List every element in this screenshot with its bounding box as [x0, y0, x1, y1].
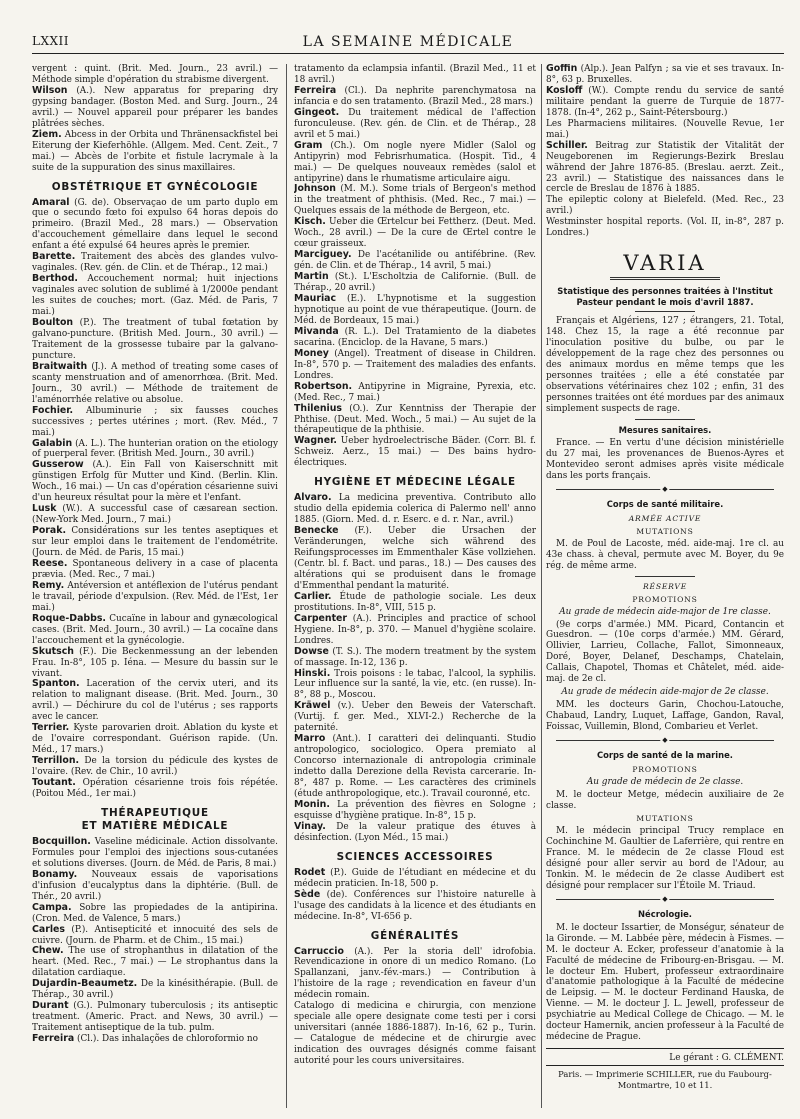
entry-author: Kisch.	[294, 216, 326, 228]
short-rule	[635, 311, 695, 312]
section-heading: OBSTÉTRIQUE ET GYNÉCOLOGIE	[51, 180, 259, 193]
reserve-label: RÉSERVE	[642, 581, 688, 591]
bibliography-entry	[32, 925, 278, 947]
entry-text: (W.). A successful case of cæsarean section. (New-York Med. Journ., 7 mai.)	[32, 504, 278, 526]
entry-author: Monin.	[294, 798, 330, 810]
entry-author: Kosloff	[546, 84, 583, 96]
entry-text: vergent : quint. (Brit. Med. Journ., 23 avril.) — Méthode simple d'opération du strabisme divergent.	[32, 64, 278, 85]
section-heading: SCIENCES ACCESSOIRES	[336, 850, 494, 863]
entry-text: (M. M.). Some trials of Bergeon's method in the treatment of phthisis. (Med. Rec., 7 mai.) — Quelques essais de la méthode de Bergeon, etc.	[294, 184, 536, 217]
bibliography-entry	[294, 734, 536, 800]
entry-author: Kräwel	[294, 700, 331, 712]
bibliography-entry	[32, 64, 278, 86]
entry-author: Schiller.	[546, 139, 588, 151]
entry-author: Amaral	[32, 196, 70, 208]
bibliography-entry	[294, 184, 536, 217]
bibliography-entry	[32, 778, 278, 800]
entry-text: Considérations sur les tentes aseptiques et sur leur emploi dans le traitement de l'endométrite. (Journ. de Méd. de Paris, 15 mai.)	[32, 526, 278, 559]
bibliography-entry	[294, 947, 536, 1002]
entry-author: Marciguey.	[294, 249, 352, 261]
entry-text: De la torsion du pédicule des kystes de l'ovaire. (Rev. de Chir., 10 avril.)	[32, 756, 278, 778]
entry-text: Antéversion et antéflexion de l'utérus pendant le travail, période d'expulsion. (Rev. Méd. de l'Est, 1er mai.)	[32, 580, 278, 613]
header-rule	[32, 53, 784, 54]
entry-author: Lusk	[32, 503, 57, 515]
journal-title: LA SEMAINE MÉDICALE	[302, 34, 514, 50]
bibliography-entry	[294, 800, 536, 822]
bibliography-entry	[546, 86, 784, 119]
bibliography-entry	[32, 903, 278, 925]
bibliography-entry	[294, 614, 536, 647]
bibliography-entry	[294, 327, 536, 349]
entry-text: (J.). A method of treating some cases of scanty menstruation and of amenorrhœa. (Brit. Med. Journ., 30 avril.) — Méthode de traitement de l'aménorrhée relative ou absolue.	[32, 361, 278, 405]
entry-text: Trois poisons : le tabac, l'alcool, la syphilis. Leur influence sur la santé, la vie, etc. (en russe). In-8°, 88 p., Moscou.	[294, 668, 536, 701]
separator	[556, 485, 774, 494]
entry-author: Mauriac	[294, 293, 337, 305]
page-number: LXXII	[32, 34, 70, 48]
mutations-text: M. le médecin principal Trucy remplace en Cochinchine M. Gaultier de Laferrière, qui rentre en France. M. le médecin de 2e classe Floud est désigné pour aller servir au bord de l'Adour, au Tonkin. M. le médecin de 2e classe Audibert est désigné pour remplacer sur l'Étoile M. Triaud.	[546, 826, 784, 892]
entry-author: Ferreira	[294, 84, 337, 96]
short-rule	[635, 419, 695, 420]
bibliography-entry	[294, 294, 536, 327]
promotions-label: PROMOTIONS	[632, 764, 698, 774]
mutations-label: MUTATIONS	[636, 526, 694, 536]
grade-heading: Au grade de médecin aide-major de 2e classe.	[561, 687, 769, 698]
entry-text: (A.). Principles and practice of school Hygiene. In-8°, p. 370. — Manuel d'hygiène scolaire. Londres.	[294, 613, 536, 646]
column-left	[32, 64, 278, 1108]
entry-text: Opération césarienne trois fois répétée. (Poitou Méd., 1er mai.)	[32, 778, 278, 799]
entry-author: Braitwaith	[32, 360, 88, 372]
bibliography-entry	[32, 581, 278, 614]
entry-author: Gingeot.	[294, 106, 340, 118]
entry-author: Roque-Dabbs.	[32, 612, 106, 624]
entry-author: Wagner.	[294, 435, 337, 447]
entry-author: Dujardin-Beaumetz.	[32, 978, 138, 990]
bibliography-entry	[32, 679, 278, 723]
mutations-text: M. de Poul de Lacoste, méd. aide-maj. 1re cl. au 43e chass. à cheval, permute avec M. Boyer, du 9e rég. de même arme.	[546, 538, 784, 571]
entry-author: Bonamy.	[32, 868, 78, 880]
bibliography-entry	[32, 86, 278, 130]
entry-text: (A. L.). The hunterian oration on the etiology of puerperal fever. (British Med. Journ., 30 avril.)	[32, 438, 278, 460]
entry-author: Galabin	[32, 437, 73, 449]
bibliography-entry	[546, 64, 784, 86]
bibliography-entry	[32, 723, 278, 756]
entry-text: (A.). Ein Fall von Kaiserschnitt mit günstigen Erfolg für Mutter und Kind. (Berlin. Klin. Woch., 16 mai.) — Un cas d'opération césarienne suivi d'un heureux résultat pour la mère et l'enfant.	[32, 460, 278, 504]
entry-text: Albuminurie ; six fausses couches successives ; pertes utérines ; mort. (Rev. Méd., 7 mai.)	[32, 405, 278, 438]
bibliography-entry	[294, 382, 536, 404]
entry-text: Sobre las propiedades de la antipirina. (Cron. Med. de Valence, 5 mars.)	[32, 902, 278, 924]
grade-text: (9e corps d'armée.) MM. Picard, Contancin et Guesdron. — (10e corps d'armée.) MM. Gérard, Ollivier, Larrieu, Collache, Fallot, Simonneaux, Doré, Boyer, Delanef, Deschamps, Chatelain, Callais, Chapotel, Thomas et Châtelet, méd. aide-maj. de 2e cl.	[546, 619, 784, 685]
bibliography-entry	[32, 362, 278, 406]
bibliography-entry	[32, 1034, 278, 1045]
entry-text: (R. L.). Del Tratamiento de la diabetes sacarina. (Enciclop. de la Havane, 5 mars.)	[294, 326, 536, 348]
necrologie-heading: Nécrologie.	[638, 909, 692, 920]
entry-text: (A.). New apparatus for preparing dry gypsing bandager. (Boston Med. and Surg. Journ., 24 avril.) — Nouvel appareil pour préparer les bandes plâtrées sèches.	[32, 85, 278, 129]
entry-text: (St.). L'Escholtzia de Californie. (Bull. de Thérap., 20 avril.)	[294, 272, 536, 294]
entry-text: (O.). Zur Kenntniss der Therapie der Phthise. (Deut. Med. Woch., 5 mai.) — Au sujet de la thérapeutique de la phthisie.	[294, 403, 536, 436]
entry-author: Ziem.	[32, 128, 62, 140]
pasteur-heading: Statistique des personnes traitées à l'Institut Pasteur pendant le mois d'avril 1887.	[557, 286, 773, 307]
bibliography-entry	[32, 870, 278, 903]
entry-author: Benecke	[294, 525, 339, 537]
bibliography-entry	[294, 493, 536, 526]
entry-text: (G. de). Observaçao de um parto duplo em que o secundo fœto foi expulso 64 horas depois do primeiro. (Brazil Med., 28 mars.) — Observation d'accouchement gémellaire dans lequel le second enfant a été expulsé 64 heures après le premier.	[32, 197, 278, 252]
bibliography-entry	[32, 504, 278, 526]
bibliography-entry	[294, 349, 536, 382]
entry-author: Martin	[294, 271, 329, 283]
bibliography-entry	[294, 404, 536, 437]
entry-text: (Angel). Treatment of disease in Children. In-8°, 570 p. — Traitement des maladies des enfants. Londres.	[294, 348, 536, 381]
entry-text: De l'acétanilide ou antifébrine. (Rev. gén. de Clin. et de Thérap., 14 avril, 5 mai.)	[294, 250, 536, 272]
entry-text: (T. S.). The modern treatment by the system of massage. In-12, 136 p.	[294, 646, 536, 668]
bibliography-entry	[294, 526, 536, 592]
marine-heading: Corps de santé de la marine.	[597, 750, 733, 761]
bibliography-entry	[32, 526, 278, 559]
column-middle	[294, 64, 536, 1108]
entry-text: Nouveaux essais de vaporisations d'infusion d'eucalyptus dans la diphtérie. (Bull. de Thér., 20 avril.)	[32, 869, 278, 902]
entry-text: Étude de pathologie sociale. Les deux prostitutions. In-8°, VIII, 515 p.	[294, 591, 536, 613]
entry-author: Durant	[32, 1000, 69, 1012]
bibliography-entry	[294, 701, 536, 734]
entry-text: Accouchement normal; huit injections vaginales avec solution de sublimé à 1/2000e pendant les suites de couches; mort. (Gaz. Méd. de Paris, 7 mai.)	[32, 274, 278, 318]
entry-author: Hinski.	[294, 667, 331, 679]
bibliography-entry	[546, 217, 784, 239]
entry-text: (Alp.). Jean Palfyn ; sa vie et ses travaux. In-8°, 63 p. Bruxelles.	[546, 64, 784, 85]
bibliography-entry	[546, 141, 784, 196]
necrologie-text: M. le docteur Issartier, de Monségur, sénateur de la Gironde. — M. Labbée père, médecin à Fismes. — M. le docteur A. Ecker, professeur d'anatomie à la Faculté de médecine de Fribourg-en-Brisgau. — M. le docteur Em. Hubert, professeur extraordinaire d'anatomie pathologique à la Faculté de médecine de Leipsig. — M. le docteur Ferdinand Hauska, de Vienne. — M. le docteur J. L. Jewell, professeur de psychiatrie au Medical College de Chicago. — M. le docteur Hamernik, ancien professeur à la Faculté de médecine de Prague.	[546, 922, 784, 1043]
grade-heading: Au grade de médecin aide-major de 1re classe.	[559, 606, 771, 617]
entry-text: The use of strophanthus in dilatation of the heart. (Med. Rec., 7 mai.) — Le strophantus dans la dilatation cardiaque.	[32, 946, 278, 979]
entry-author: Reese.	[32, 557, 68, 569]
sanitaires-text: France. — En vertu d'une décision ministérielle du 27 mai, les provenances de Buenos-Ayres et Montevideo seront admises après visite médicale dans les ports français.	[546, 438, 784, 482]
entry-text: (P.). The treatment of tubal fœtation by galvano-puncture. (British Med. Journ., 30 avril.) — Traitement de la grossesse tubaire par la galvano-puncture.	[32, 318, 278, 361]
bibliography-entry	[294, 822, 536, 844]
gerant-line: Le gérant : G. CLÉMENT.	[546, 1048, 784, 1063]
entry-text: (E.). L'hypnotisme et la suggestion hypnotique au point de vue thérapeutique. (Journ. de Méd. de Bordeaux, 15 mai.)	[294, 294, 536, 326]
bibliography-entry	[32, 318, 278, 362]
title-rule	[610, 277, 720, 280]
printer-line: Paris. — Imprimerie SCHILLER, rue du Faubourg-Montmartre, 10 et 11.	[546, 1065, 784, 1090]
bibliography-entry	[294, 1001, 536, 1067]
bibliography-entry	[32, 1001, 278, 1034]
bibliography-entry	[294, 64, 536, 86]
bibliography-entry	[32, 946, 278, 979]
entry-author: Rodet	[294, 866, 326, 878]
entry-text: Abcess in der Orbita und Thränensackfistel bei Eiterung der Kieferhöhle. (Allgem. Med. Cent. Zeit., 7 mai.) — Abcès de l'orbite et fistule lacrymale à la suite de la suppuration des sinus maxillaires.	[32, 129, 278, 173]
bibliography-entry	[32, 252, 278, 274]
entry-author: Boulton	[32, 317, 74, 329]
bibliography-entry	[32, 614, 278, 647]
entry-text: De la valeur pratique des étuves à désinfection. (Lyon Méd., 15 mai.)	[294, 821, 536, 843]
entry-text: (A.). Per la storia dell' idrofobia. Revendicazione in onore di un medico Romano. (Lo Spallanzani, janv.-fév.-mars.) — Contribution à l'histoire de la rage ; revendication en faveur d'un médecin romain.	[294, 946, 536, 1001]
entry-text: Spontaneous delivery in a case of placenta prævia. (Med. Rec., 7 mai.)	[32, 558, 278, 580]
promotions-label: PROMOTIONS	[632, 594, 698, 604]
entry-text: Laceration of the cervix uteri, and its relation to malignant disease. (Brit. Med. Journ., 30 avril.) — Déchirure du col de l'utérus ; ses rapports avec le cancer.	[32, 679, 278, 723]
entry-text: La medicina preventiva. Contributo allo studio della epidemia colerica di Palermo nell' anno 1885. (Giorn. Med. d. r. Eserc. e d. r. Nar., avril.)	[294, 493, 536, 526]
entry-author: Thilenius	[294, 402, 342, 414]
entry-author: Wilson	[32, 84, 68, 96]
entry-author: Campa.	[32, 901, 72, 913]
bibliography-entry	[546, 195, 784, 217]
entry-text: Catalogo di medicina e chirurgia, con menzione speciale alle opere designate come testi per i corsi universitari (année 1886-1887). In-16, 62 p., Turin. — Catalogue de médecine et de chirurgie avec indication des ouvrages désignés comme faisant autorité pour les cours universitaires.	[294, 1001, 536, 1067]
entry-author: Carlier.	[294, 590, 332, 602]
page-header	[32, 28, 784, 54]
entry-author: Spanton.	[32, 678, 80, 690]
entry-text: tratamento da eclampsia infantil. (Brazil Med., 11 et 18 avril.)	[294, 64, 536, 85]
page	[32, 28, 784, 1108]
entry-text: Westminster hospital reports. (Vol. II, in-8°, 287 p. Londres.)	[546, 217, 784, 239]
entry-author: Robertson.	[294, 380, 353, 392]
pasteur-text: Français et Algériens, 127 ; étrangers, 21. Total, 148. Chez 15, la rage a été reconnue par l'inoculation positive du bulbe, ou par le développement de la rage chez des personnes ou des animaux mordus en même temps que les personnes traitées ; elle a été constatée par observations vétérinaires chez 102 ; enfin, 31 des personnes traitées ont été mordues par des animaux simplement suspects de rage.	[546, 316, 784, 414]
entry-author: Vinay.	[294, 820, 326, 832]
entry-author: Mivanda	[294, 325, 339, 337]
entry-author: Berthod.	[32, 273, 78, 285]
entry-text: Cucaïne in labour and gynæcological cases. (Brit. Med. Journ., 30 avril.) — La cocaïne dans l'accouchement et la gynécologie.	[32, 613, 278, 646]
entry-author: Fochier.	[32, 404, 74, 416]
entry-text: (Ant.). I caratteri dei delinquanti. Studio antropologico, sociologico. Opera premiato al Concorso internazionale di antropologia criminale indetto dalla Derezione della Revista carcerarie. In-8°, 487 p. Rome. — Les caractères des criminels (étude anthropologique, etc.). Travail couronné, etc.	[294, 734, 536, 799]
entry-text: (P.). Antisepticité et innocuité des sels de cuivre. (Journ. de Pharm. et de Chim., 15 mai.)	[32, 924, 278, 946]
column-divider	[541, 64, 542, 1108]
section-heading: GÉNÉRALITÉS	[370, 929, 460, 942]
grade-text: M. le docteur Metge, médecin auxiliaire de 2e classe.	[546, 789, 784, 811]
bibliography-entry	[294, 141, 536, 185]
diamond-ornament-icon: ◆	[662, 895, 668, 904]
entry-text: The epileptic colony at Bielefeld. (Med. Rec., 23 avril.)	[546, 195, 784, 217]
entry-author: Terrier.	[32, 722, 70, 734]
entry-author: Carruccio	[294, 945, 344, 957]
section-heading: HYGIÈNE ET MÉDECINE LÉGALE	[314, 476, 516, 489]
entry-text: (F.). Ueber die Ursachen der Veränderungen, welche sich während des Reifungsprocesses im Emmenthaler Käse vollziehen. (Centr. bl. f. Bact. und paras., 18.) — Des causes des altérations qui se produisent dans le fromage d'Emmenthal pendant la maturité.	[294, 526, 536, 591]
entry-author: Johnson	[294, 183, 336, 195]
entry-author: Gram	[294, 139, 323, 151]
entry-author: Carles	[32, 923, 65, 935]
bibliography-entry	[32, 439, 278, 461]
separator	[556, 895, 774, 904]
references-continued	[546, 64, 784, 239]
entry-text: (Cl.). Da nephrite parenchymatosa na infancia e do sen tratamento. (Brazil Med., 28 mars.)	[294, 85, 536, 107]
bibliography-entry	[32, 274, 278, 318]
entry-text: (W.). Compte rendu du service de santé militaire pendant la guerre de Turquie de 1877-1878. (In-4°, 262 p., Saint-Pétersbourg.)	[546, 85, 784, 118]
column-divider	[286, 64, 287, 1108]
entry-text: Ueber die Œrtelcur bei Fettherz. (Deut. Med. Woch., 28 avril.) — De la cure de Œrtel contre le cœur graisseux.	[294, 217, 536, 250]
entry-author: Sède	[294, 888, 321, 900]
varia-title: VARIA	[623, 251, 707, 276]
entry-author: Goffin	[546, 64, 578, 74]
bibliography-entry	[294, 108, 536, 141]
entry-text: (Ch.). Om nogle nyere Midler (Salol og Antipyrin) mod Febrisrhumatica. (Hospit. Tid., 4 mai.) — De quelques nouveaux remèdes (salol et antipyrine) dans le rhumatisme articulaire aigu.	[294, 140, 536, 184]
bibliography-entry	[294, 86, 536, 108]
entry-text: (F.). Die Beckenmessung an der lebenden Frau. In-8°, 105 p. Iéna. — Mesure du bassin sur le vivant.	[32, 646, 278, 679]
bibliography-entry	[294, 647, 536, 669]
entry-author: Porak.	[32, 525, 67, 537]
bibliography-entry	[32, 460, 278, 504]
entry-text: Traitement des abcès des glandes vulvo-vaginales. (Rev. gén. de Clin. et de Thérap., 12 mai.)	[32, 252, 278, 274]
mutations-label: MUTATIONS	[636, 814, 694, 824]
entry-author: Toutant.	[32, 777, 76, 789]
entry-text: La prévention des fièvres en Sologne ; esquisse d'hygiène pratique. In-8°, 15 p.	[294, 799, 536, 821]
entry-text: (de). Conférences sur l'histoire naturelle à l'usage des candidats à la licence et des étudiants en médecine. In-8°, VI-656 p.	[294, 889, 536, 922]
entry-text: (Cl.). Das inhalações de chloroformio no	[76, 1034, 258, 1045]
entry-author: Dowse	[294, 645, 329, 657]
entry-author: Barette.	[32, 251, 76, 263]
entry-text: Ueber hydroelectrische Bäder. (Corr. Bl. f. Schweiz. Aerz., 15 mai.) — Des bains hydro-électriques.	[294, 436, 536, 469]
bibliography-entry	[294, 868, 536, 890]
bibliography-entry	[294, 250, 536, 272]
entry-text: Kyste parovarien droit. Ablation du kyste et de l'ovaire correspondant. Guérison rapide. (Un. Méd., 17 mars.)	[32, 723, 278, 756]
bibliography-entry	[32, 756, 278, 778]
entry-author: Chew.	[32, 945, 64, 957]
grade-heading: Au grade de médecin de 2e classe.	[586, 776, 744, 787]
diamond-ornament-icon: ◆	[662, 736, 668, 745]
entry-author: Marro	[294, 733, 326, 745]
bibliography-entry	[32, 198, 278, 253]
bibliography-entry	[546, 119, 784, 141]
entry-text: Vaseline médicinale. Action dissolvante. Formules pour l'emploi des injections sous-cutanées et solutions diverses. (Journ. de Méd. de Paris, 8 mai.)	[32, 836, 278, 869]
entry-author: Gusserow	[32, 459, 84, 471]
entry-text: (v.). Ueber den Beweis der Vaterschaft. (Vurtij. f. ger. Med., XLVI-2.) Recherche de la paternité.	[294, 701, 536, 734]
bibliography-entry	[32, 647, 278, 680]
entry-text: Du traitement médical de l'affection furonculeuse. (Rev. gén. de Clin. et de Thérap., 28 avril et 5 mai.)	[294, 107, 536, 140]
sanitaires-heading: Mesures sanitaires.	[618, 424, 712, 435]
bibliography-entry	[294, 890, 536, 923]
armee-active-label: ARMÉE ACTIVE	[628, 513, 702, 523]
diamond-ornament-icon: ◆	[662, 485, 668, 494]
bibliography-entry	[32, 406, 278, 439]
bibliography-entry	[294, 592, 536, 614]
entry-author: Ferreira	[32, 1033, 75, 1045]
separator	[556, 736, 774, 745]
entry-author: Carpenter	[294, 612, 348, 624]
short-rule	[635, 576, 695, 577]
bibliography-entry	[294, 669, 536, 702]
entry-author: Remy.	[32, 579, 65, 591]
militaire-heading: Corps de santé militaire.	[606, 499, 724, 510]
entry-text: Antipyrine in Migraine, Pyrexia, etc. (Med. Rec., 7 mai.)	[294, 381, 536, 403]
section-heading: THÉRAPEUTIQUE ET MATIÈRE MÉDICALE	[81, 806, 229, 832]
entry-text: Beitrag zur Statistik der Vitalität der Neugeborenen im Regierungs-Bezirk Breslau während der Jahre 1876-85. (Breslau. aerzt. Zeit., 23 avril.) — Statistique des naissances dans le cercle de Breslau de 1876 à 1885.	[546, 140, 784, 195]
bibliography-entry	[32, 837, 278, 870]
entry-author: Terrillon.	[32, 755, 80, 767]
entry-text: (G.). Pulmonary tuberculosis ; its antiseptic treatment. (Americ. Pract. and News, 30 avril.) — Traitement antiseptique de la tub. pulm.	[32, 1001, 278, 1034]
bibliography-entry	[294, 272, 536, 294]
entry-text: Les Pharmaciens militaires. (Nouvelle Revue, 1er mai.)	[546, 118, 784, 140]
bibliography-entry	[32, 130, 278, 174]
entry-author: Alvaro.	[294, 492, 332, 504]
grade-text: MM. les docteurs Garin, Chochou-Latouche, Chabaud, Landry, Luquet, Laffage, Gandon, Raval, Foissac, Vuillemin, Blond, Combarieu et Verlet.	[546, 700, 784, 733]
bibliography-entry	[294, 436, 536, 469]
bibliography-entry	[32, 559, 278, 581]
bibliography-entry	[294, 217, 536, 250]
column-right	[546, 64, 784, 1108]
entry-author: Bocquillon.	[32, 835, 91, 847]
entry-author: Money	[294, 347, 329, 359]
entry-author: Skutsch	[32, 645, 74, 657]
bibliography-entry	[32, 979, 278, 1001]
entry-text: De la kinésithérapie. (Bull. de Thérap., 30 avril.)	[32, 979, 278, 1001]
entry-text: (P.). Guide de l'étudiant en médecine et du médecin praticien. In-18, 500 p.	[294, 867, 536, 889]
